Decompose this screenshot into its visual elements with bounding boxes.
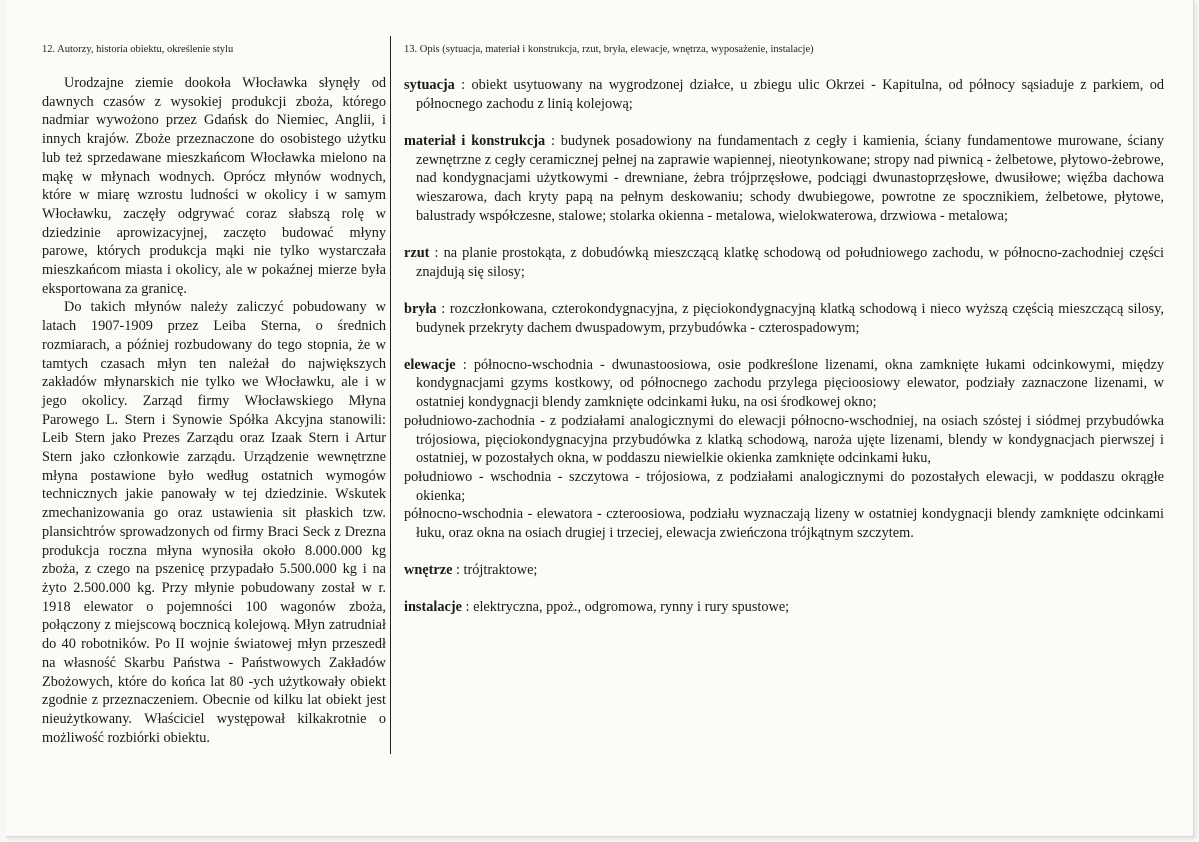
section-wnetrze: wnętrze : trójtraktowe; [404,562,538,579]
rzut-text: na planie prostokąta, z dobudówką mieszczącą klatkę schodową od południowego zachodu, w północno-zachodniej części znajdują się silosy; [416,244,1164,280]
elewacje-text: północno-wschodnia - dwunastoosiowa, osie podkreślone lizenami, okna zamknięte łukami odcinkowymi, między kondygnacjami gzyms kostkowy, od północnego zachodu przylega pięcioosiowy elewator, podziały zaznaczone lizenami, w ostatniej kondygnacji blendy zamknięte odcinkami łuku, na osi środkowej okno; [416,356,1164,411]
history-paragraph-2: Do takich młynów należy zaliczyć pobudowany w latach 1907-1909 przez Leiba Sterna, o średnich rozmiarach, a później rozbudowany do tego stopnia, że w tamtych czasach młyn ten należał do największych zakładów młynarskich nie tylko we Włocławku, ale i w jego okolicy. Zarząd firmy Włocławskiego Młyna Parowego L. Stern i Synowie Spółka Akcyjna stanowili: Leib Stern jako Prezes Zarządu oraz Izaak Stern i Artur Stern jako członkowie zarządu. Urządzenie wewnętrzne młyna postawione było według ostatnich wymogów technicznych jakie panowały w tej dziedzinie. Wskutek zmechanizowania go oraz ustawienia sit płaskich tzw. plansichtrów sprowadzonych od firmy Braci Seck z Drezna produkcja roczna młyna wynosiła około 8.000.000 kg zboża, z czego na pszenicę przypadało 5.500.000 kg i na żyto 2.500.000 kg. Przy młynie pobudowany został w r. 1918 elewator o pojemności 100 wagonów zboża, połączony z miejscową bocznicą kolejową. Młyn zatrudniał do 40 robotników. Po II wojnie światowej młyn przeszedł na własność Skarbu Państwa - Państwowych Zakładów Zbożowych, które do końca lat 80 -ych użytkowały obiekt zgodnie z przeznaczeniem. Obecnie od kilku lat obiekt jest nieużytkowany. Właściciel występował kilkakrotnie o możliwość rozbiórki obiektu. [42,299,386,746]
rzut-label: rzut [404,244,430,261]
history-paragraph-1: Urodzajne ziemie dookoła Włocławka słynęły od dawnych czasów z wysokiej produkcji zboża, którego nadmiar wywożono przez Gdańsk do Niemiec, Anglii, i innych krajów. Zboże przeznaczone do osobistego użytku lub też sprzedawane mieszkańcom Włocławka mielono na mąkę w młynach wodnych. Oprócz młynów wodnych, które w miarę wzrostu ludności w okolicy i w samym Włocławku, zaczęły odgrywać coraz słabszą rolę w dziedzinie aprowizacyjnej, zaczęto budować młyny parowe, których produkcja mąki nie tylko wystarczała mieszkańcom miasta i okolicy, ale w pokaźnej mierze była eksportowana za granicę. [42,75,386,297]
sytuacja-text: obiekt usytuowany na wygrodzonej działce, u zbiegu ulic Okrzei - Kapitulna, od północy sąsiaduje z parkiem, od północnego zachodu z linią kolejową; [416,77,1164,112]
instalacje-text: elektryczna, ppoż., odgromowa, rynny i rury spustowe; [473,599,790,616]
bryla-text: rozczłonkowana, czterokondygnacyjna, z pięciokondygnacyjną klatką schodową i nieco wyższą częścią mieszczącą silosy, budynek przekryty dachem dwuspadowym, przybudówka - czterospadowym; [416,300,1164,336]
wnetrze-label: wnętrze [404,562,453,579]
history-column [42,74,386,747]
column-divider [390,36,391,754]
sytuacja-label: sytuacja [404,77,455,93]
section-elewacje: elewacje : północno-wschodnia - dwunastoosiowa, osie podkreślone lizenami, okna zamknięte łukami odcinkowymi, między kondygnacjami gzyms kostkowy, od północnego zachodu przylega pięcioosiowy elewator, podziały zaznaczone lizenami, w ostatniej kondygnacji blendy zamknięte odcinkami łuku, na osi środkowej okno; południowo-zachodnia - z podziałami analogicznymi do elewacji północno-wschodniej, na osiach szóstej i siódmej przybudówka trójosiowa, pięciokondygnacyjna przybudówka z klatką schodową, naroża ujęte lizenami, blendy w kondygnacjach pierwszej i ostatniej, w pozostałych okna, w poddaszu niewielkie okienka zamknięte odcinkami łuku, południowo - wschodnia - szczytowa - trójosiowa, z podziałami analogicznymi do pozostałych elewacji, w poddaszu okrągłe okienka; północno-wschodnia - elewatora - czteroosiowa, podziału wyznaczają lizeny w ostatniej kondygnacji blendy zamknięte odcinkami łuku, oraz okna na osiach drugiej i trzeciej, elewacja zwieńczona trójkątnym szczytem. [404,356,1164,542]
elewacja-item: południowo-zachodnia - z podziałami analogicznymi do elewacji północno-wschodniej, na osiach szóstej i siódmej przybudówka trójosiowa, pięciokondygnacyjna przybudówka z klatką schodową, naroża ujęte lizenami, blendy w kondygnacjach pierwszej i ostatniej, w pozostałych okna, w poddaszu niewielkie okienka zamknięte odcinkami łuku, [404,412,1164,467]
material-label: materiał i konstrukcja [404,132,546,149]
instalacje-label: instalacje [404,599,462,616]
section-sytuacja: sytuacja : obiekt usytuowany na wygrodzonej działce, u zbiegu ulic Okrzei - Kapitulna, od północy sąsiaduje z parkiem, od północnego zachodu z linią kolejową; [404,77,1164,112]
bryla-label: bryła [404,300,437,317]
elewacje-label: elewacje [404,356,456,373]
section-12-header: 12. Autorzy, historia obiektu, określenie stylu [42,44,234,55]
section-material: materiał i konstrukcja : budynek posadowiony na fundamentach z cegły i kamienia, ściany fundamentowe murowane, ściany zewnętrzne z cegły ceramicznej pełnej na zaprawie wapiennej, nieotynkowane; stropy nad piwnicą - żelbetowe, płytowo-żebrowe, nad kondygnacjami użytkowymi - drewniane, żebra trójprzęsłowe, podciągi dwunastoprzęsłowe, dwusiłowe; więźba dachowa wieszarowa, dach kryty papą na pełnym deskowaniu; schody dwubiegowe, powrotne ze spocznikiem, żelbetowe, płytowe, balustrady współczesne, stalowe; stolarka okienna - metalowa, wielokwaterowa, drzwiowa - metalowa; [404,132,1165,224]
form-sheet [6,0,1194,837]
elewacja-item: południowo - wschodnia - szczytowa - trójosiowa, z podziałami analogicznymi do pozostałych elewacji, w poddaszu okrągłe okienka; [404,468,1164,504]
wnetrze-text: trójtraktowe; [463,562,538,579]
elewacja-item: północno-wschodnia - elewatora - czteroosiowa, podziału wyznaczają lizeny w ostatniej kondygnacji blendy zamknięte odcinkami łuku, oraz okna na osiach drugiej i trzeciej, elewacja zwieńczona trójkątnym szczytem. [404,506,1164,542]
description-column [404,76,1164,636]
section-instalacje: instalacje : elektryczna, ppoż., odgromowa, rynny i rury spustowe; [404,599,790,616]
material-text: budynek posadowiony na fundamentach z cegły i kamienia, ściany fundamentowe murowane, ściany zewnętrzne z cegły ceramicznej pełnej na zaprawie wapiennej, nieotynkowane; stropy nad piwnicą - żelbetowe, płytowo-żebrowe, nad kondygnacjami użytkowymi - drewniane, żebra trójprzęsłowe, podciągi dwunastoprzęsłowe, dwusiłowe; więźba dachowa wieszarowa, dach kryty papą na pełnym deskowaniu; schody dwubiegowe, powrotne ze spocznikiem, żelbetowe, płytowe, balustrady współczesne, stalowe; stolarka okienna - metalowa, wielokwaterowa, drzwiowa - metalowa; [416,132,1165,224]
section-rzut: rzut : na planie prostokąta, z dobudówką mieszczącą klatkę schodową od południowego zachodu, w północno-zachodniej części znajdują się silosy; [404,244,1164,280]
section-bryla: bryła : rozczłonkowana, czterokondygnacyjna, z pięciokondygnacyjną klatką schodową i nieco wyższą częścią mieszczącą silosy, budynek przekryty dachem dwuspadowym, przybudówka - czterospadowym; [404,300,1164,336]
section-13-header: 13. Opis (sytuacja, materiał i konstrukcja, rzut, bryła, elewacje, wnętrza, wyposażenie, instalacje) [404,44,814,55]
